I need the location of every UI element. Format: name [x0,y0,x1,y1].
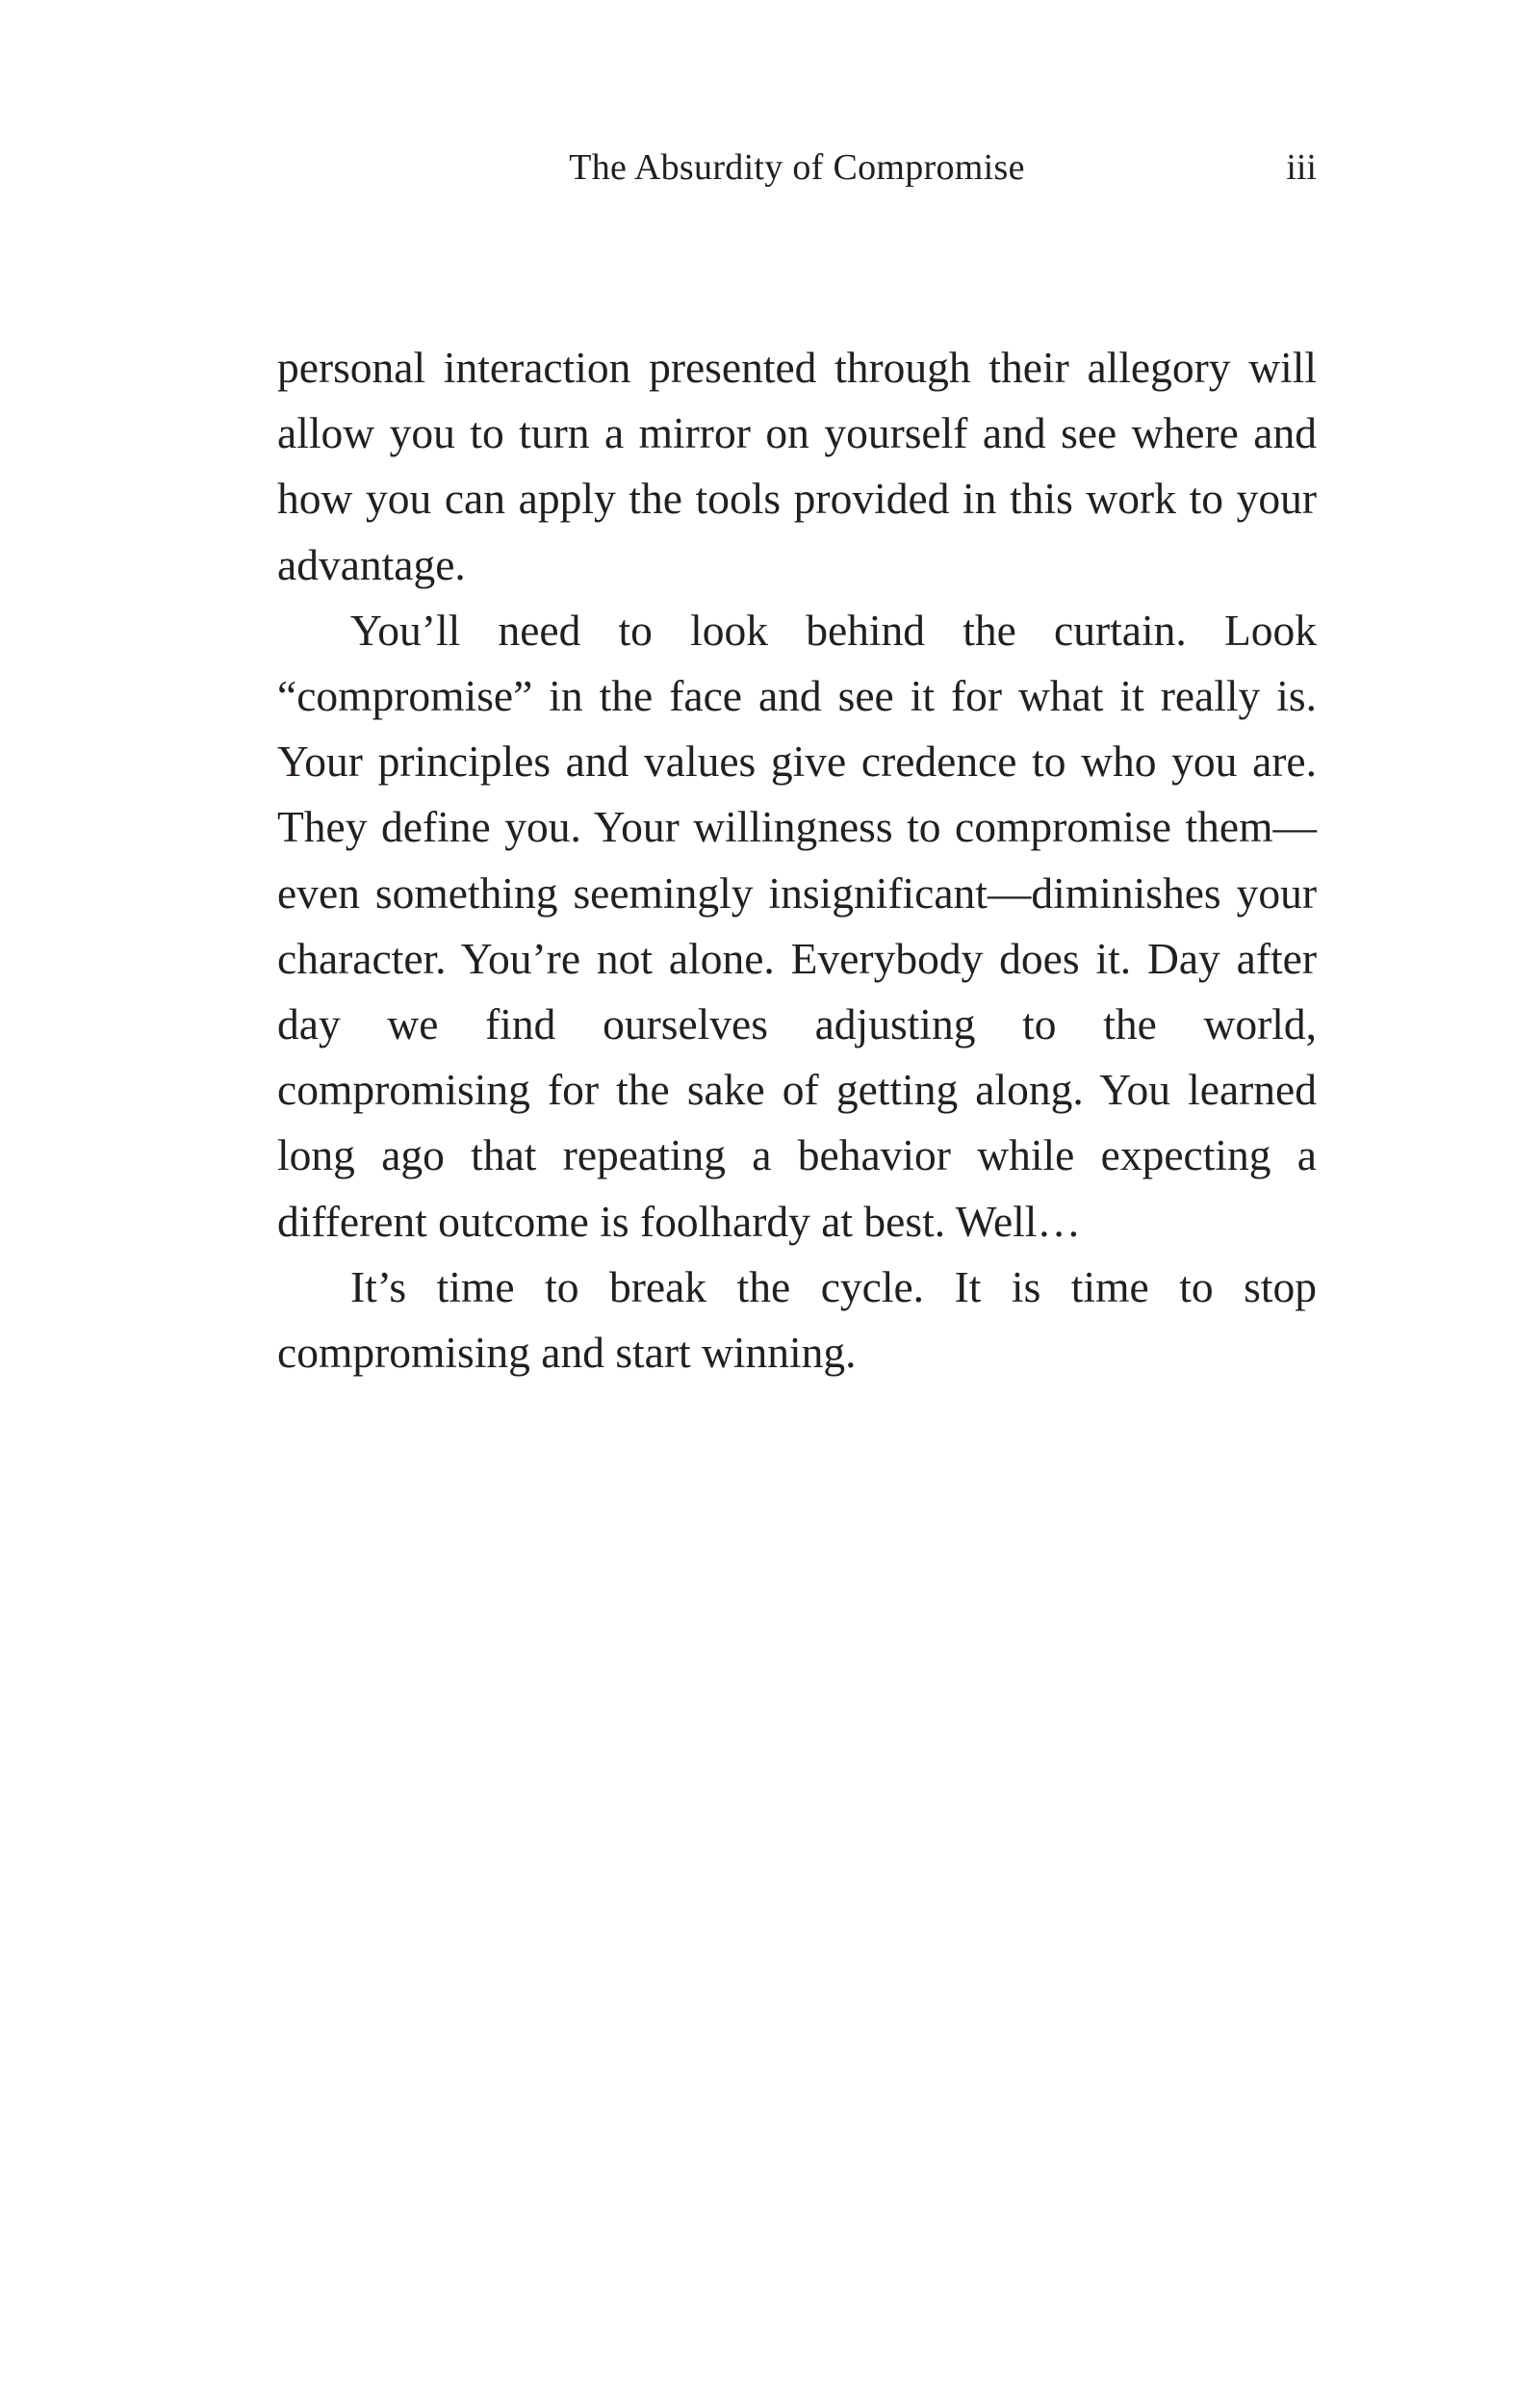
page-number: iii [1286,147,1317,188]
paragraph-curtain: You’ll need to look behind the curtain. Look “compromise” in the face and see it for what it really is. Your principles and values give credence to who you are. They define you. Your willingness to compromise them—even something seemingly insignificant—diminishes your character. You’re not alone. Everybody does it. Day after day we find ourselves adjusting to the world, compromising for the sake of getting along. You learned long ago that repeating a behavior while expecting a different outcome is foolhardy at best. Well… [277,605,1317,1246]
running-title: The Absurdity of Compromise [569,147,1025,188]
paragraph-continued: personal interaction presented through their allegory will allow you to turn a mirror on yourself and see where and how you can apply the tools provided in this work to your advantage. [277,343,1317,589]
paragraph-break-cycle: It’s time to break the cycle. It is time to stop compromising and start winning. [277,1261,1317,1378]
running-head [277,146,1317,204]
body-text [277,335,1317,1385]
